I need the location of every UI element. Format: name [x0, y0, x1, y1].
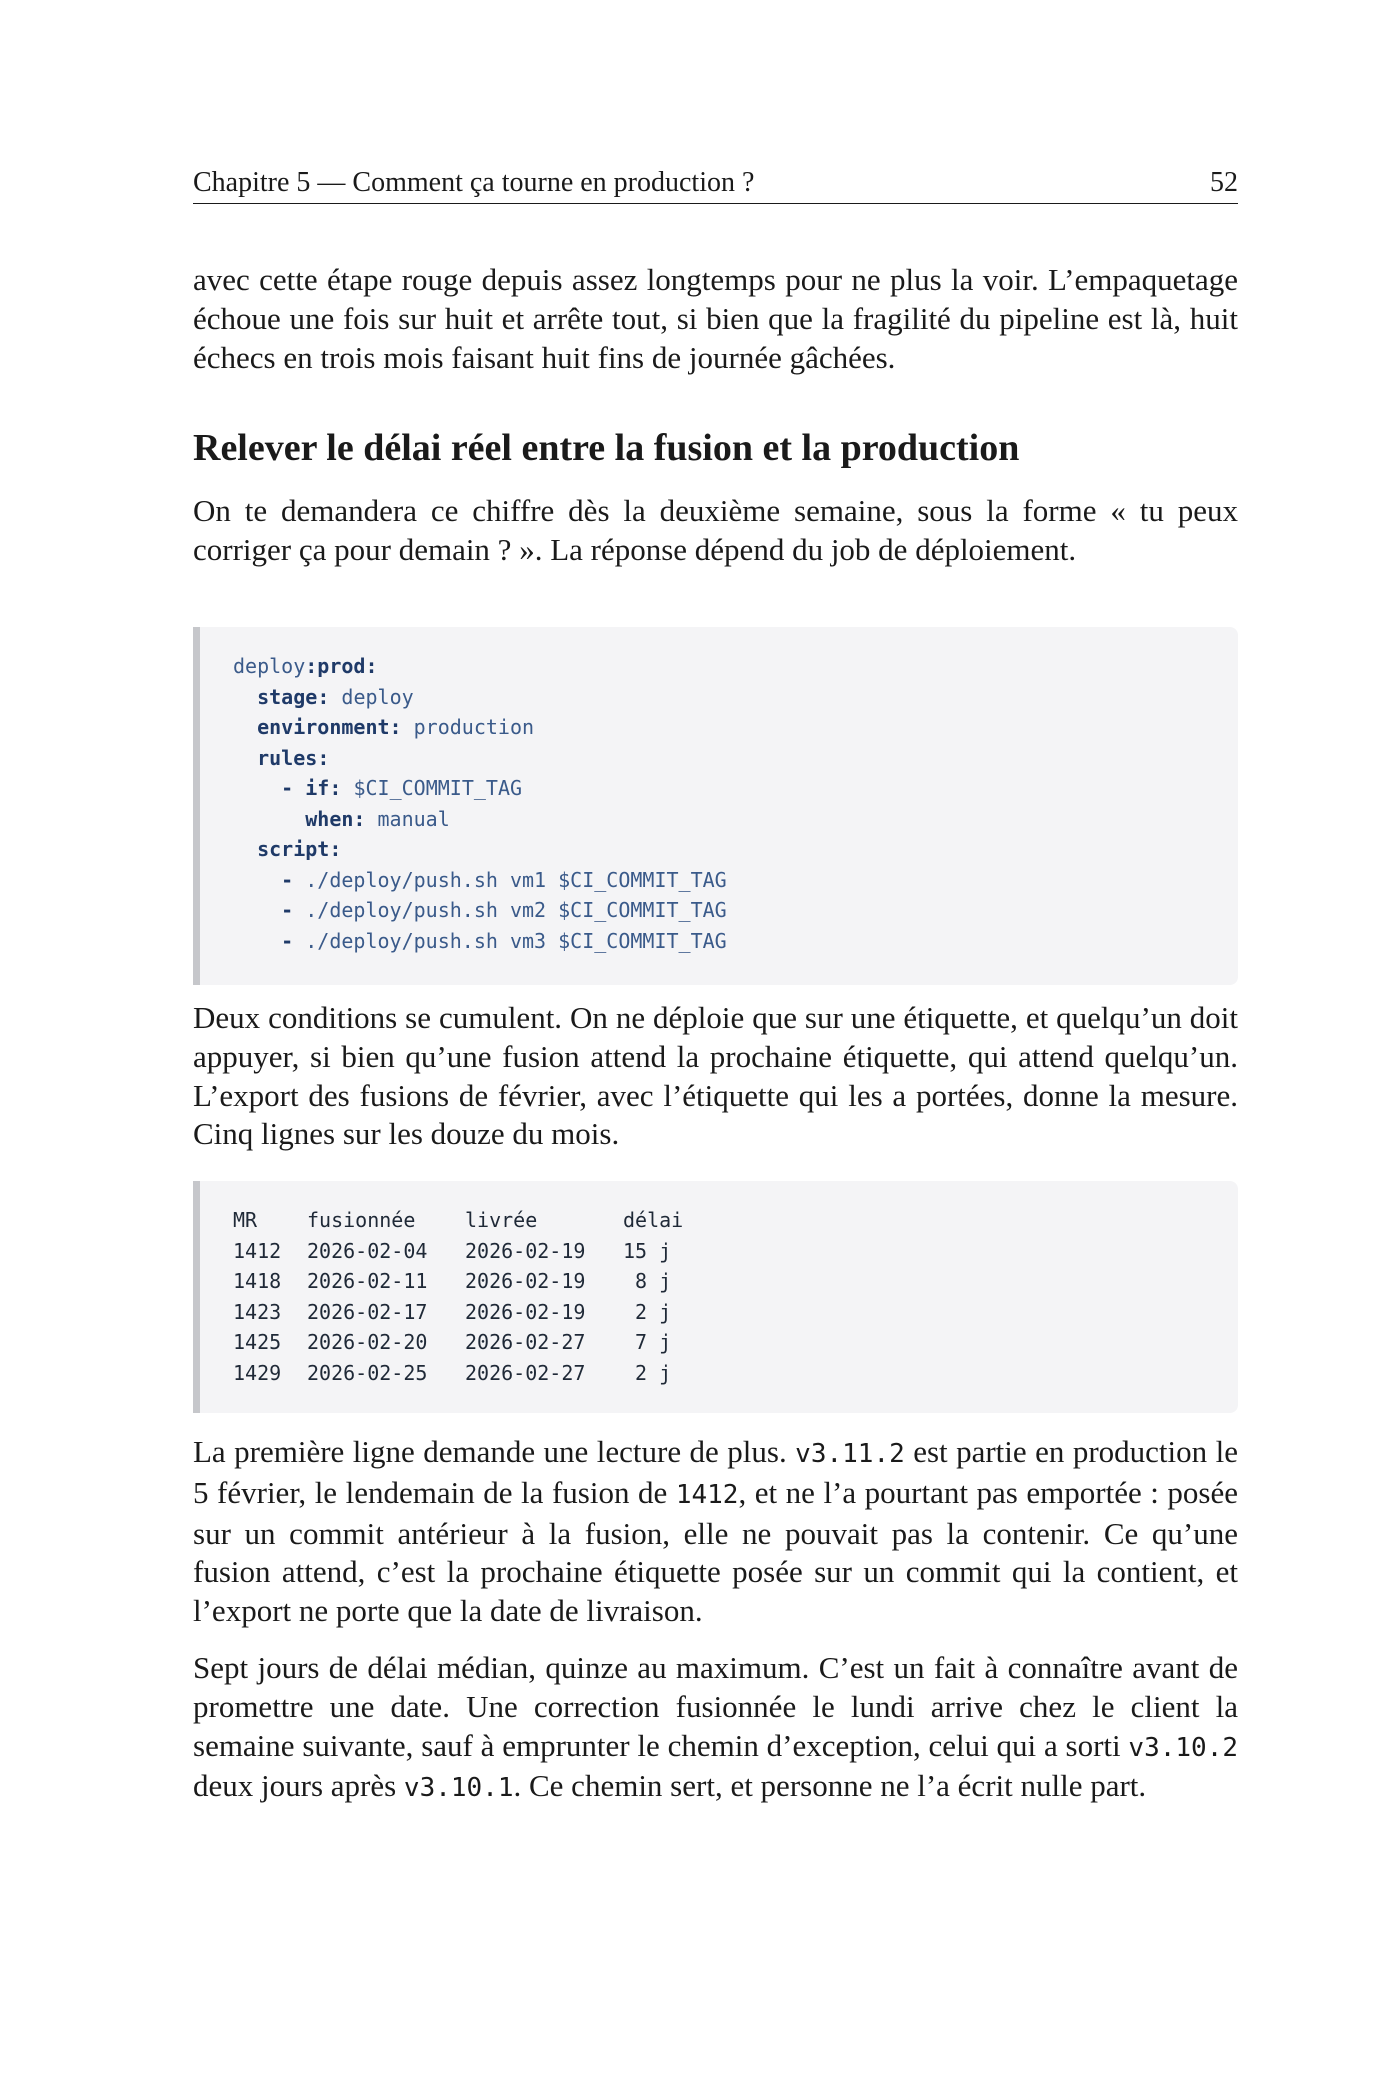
yaml-env-key: environment — [257, 715, 390, 739]
median-paragraph-block — [193, 1649, 1238, 1808]
section-heading: Relever le délai réel entre la fusion et la production — [193, 427, 1020, 469]
table-cell: 2026-02-11 — [307, 1269, 428, 1293]
yaml-if-key: if — [305, 776, 330, 800]
table-header-row — [233, 1205, 683, 1236]
section-intro-block — [193, 492, 1238, 570]
conditions-paragraph: Deux conditions se cumulent. On ne déploie que sur une étiquette, et quelqu’un doit appuyer, si bien qu’une fusion attend la prochaine étiquette, qui attend quelqu’un. L’export des fusions de février, avec l’étiquette qui les a portées, donne la mesure. Cinq lignes sur les douze du mois. — [193, 1000, 1238, 1152]
inline-code: v3.10.1 — [403, 1773, 514, 1804]
chapter-title: Chapitre 5 — Comment ça tourne en production ? — [193, 167, 755, 198]
table-cell: 2026-02-19 — [465, 1299, 586, 1324]
text-run: , et ne l’a pourtant pas emportée : posée sur un commit antérieur à la fusion, elle ne pouvait pas la contenir. Ce qu’une fusion attend, c’est la prochaine étiquette posée sur un commit qui la contient, et l’export ne porte que la date de livraison. — [193, 1474, 1238, 1629]
conditions-paragraph-block — [193, 999, 1238, 1154]
yaml-rules-key: rules — [257, 745, 318, 770]
table-cell: 2026-02-20 — [307, 1330, 428, 1354]
table-cell: 1418 — [233, 1269, 282, 1293]
export-table — [233, 1205, 683, 1388]
yaml-job-name: deploy — [233, 654, 306, 678]
export-code-block — [193, 1181, 1238, 1413]
table-cell: 1429 — [233, 1360, 282, 1385]
first-line-paragraph — [193, 1433, 1238, 1631]
yaml-when-key: when — [305, 806, 354, 831]
yaml-code-block — [193, 627, 1238, 985]
intro-paragraph-block — [193, 261, 1238, 377]
inline-code: v3.11.2 — [795, 1439, 905, 1469]
inline-code: v3.10.2 — [1128, 1732, 1238, 1763]
table-cell: 2026-02-19 — [465, 1269, 586, 1293]
inline-code: 1412 — [675, 1479, 739, 1510]
median-paragraph — [193, 1649, 1238, 1808]
table-cell: 8 j — [623, 1269, 672, 1293]
table-cell: 2 j — [623, 1360, 672, 1385]
running-header — [193, 165, 1238, 204]
table-cell: 2 j — [623, 1299, 672, 1324]
yaml-script-line: ./deploy/push.sh vm2 $CI_COMMIT_TAG — [305, 898, 727, 922]
table-cell: 7 j — [623, 1330, 672, 1354]
table-cell: 2026-02-27 — [465, 1360, 586, 1385]
yaml-when-value: manual — [377, 806, 450, 831]
table-cell: 2026-02-04 — [307, 1238, 428, 1263]
table-cell: 1425 — [233, 1330, 282, 1354]
text-run: La première ligne demande une lecture de plus. — [193, 1434, 796, 1469]
table-cell: 1412 — [233, 1238, 282, 1263]
column-header: fusionnée — [307, 1208, 416, 1232]
yaml-script-line: ./deploy/push.sh vm1 $CI_COMMIT_TAG — [305, 867, 727, 892]
text-run: est partie en production le 5 février, le lendemain de la fusion de — [193, 1434, 1238, 1510]
column-header: délai — [623, 1208, 684, 1232]
table-row — [233, 1358, 683, 1389]
first-line-paragraph-block — [193, 1433, 1238, 1631]
column-header: MR — [233, 1208, 258, 1232]
text-run: Sept jours de délai médian, quinze au maximum. C’est un fait à connaître avant de promettre une date. Une correction fusionnée le lundi arrive chez le client la semaine suivante, sauf à emprunter le chemin d’exception, celui qui a sorti — [193, 1650, 1238, 1763]
page-number: 52 — [1210, 167, 1238, 198]
text-run: deux jours après — [193, 1768, 404, 1804]
yaml-script-key: script — [257, 837, 330, 861]
column-header: livrée — [465, 1208, 538, 1232]
text-run: . Ce chemin sert, et personne ne l’a écrit nulle part. — [513, 1768, 1147, 1804]
yaml-script-line: ./deploy/push.sh vm3 $CI_COMMIT_TAG — [305, 928, 727, 953]
table-row — [233, 1266, 683, 1297]
table-cell: 1423 — [233, 1299, 282, 1324]
table-row — [233, 1327, 683, 1358]
table-row — [233, 1297, 683, 1328]
yaml-job-suffix: prod — [317, 654, 366, 678]
yaml-stage-value: deploy — [341, 684, 414, 709]
table-cell: 2026-02-17 — [307, 1299, 428, 1324]
yaml-stage-key: stage — [257, 684, 318, 709]
table-cell: 2026-02-25 — [307, 1360, 428, 1385]
table-cell: 15 j — [623, 1238, 672, 1263]
table-cell: 2026-02-19 — [465, 1238, 586, 1263]
section-intro-paragraph: On te demandera ce chiffre dès la deuxième semaine, sous la forme « tu peux corriger ça pour demain ? ». La réponse dépend du job de déploiement. — [193, 493, 1238, 567]
table-cell: 2026-02-27 — [465, 1330, 586, 1354]
yaml-listing: deploy:prod: stage: deploy environment: production rules: - if: $CI_COMMIT_TAG when: manual script: - ./deploy/push.sh vm1 $CI_COMMIT_TAG - ./deploy/push.sh vm2 $CI_COMMIT_TAG - ./deploy/push.sh vm3 $CI_COMMIT_TAG — [233, 654, 727, 953]
yaml-env-value: production — [413, 715, 535, 739]
intro-paragraph: avec cette étape rouge depuis assez longtemps pour ne plus la voir. L’empaquetage échoue une fois sur huit et arrête tout, si bien que la fragilité du pipeline est là, huit échecs en trois mois faisant huit fins de journée gâchées. — [193, 262, 1238, 375]
yaml-if-value: $CI_COMMIT_TAG — [353, 776, 523, 800]
table-row — [233, 1236, 683, 1267]
